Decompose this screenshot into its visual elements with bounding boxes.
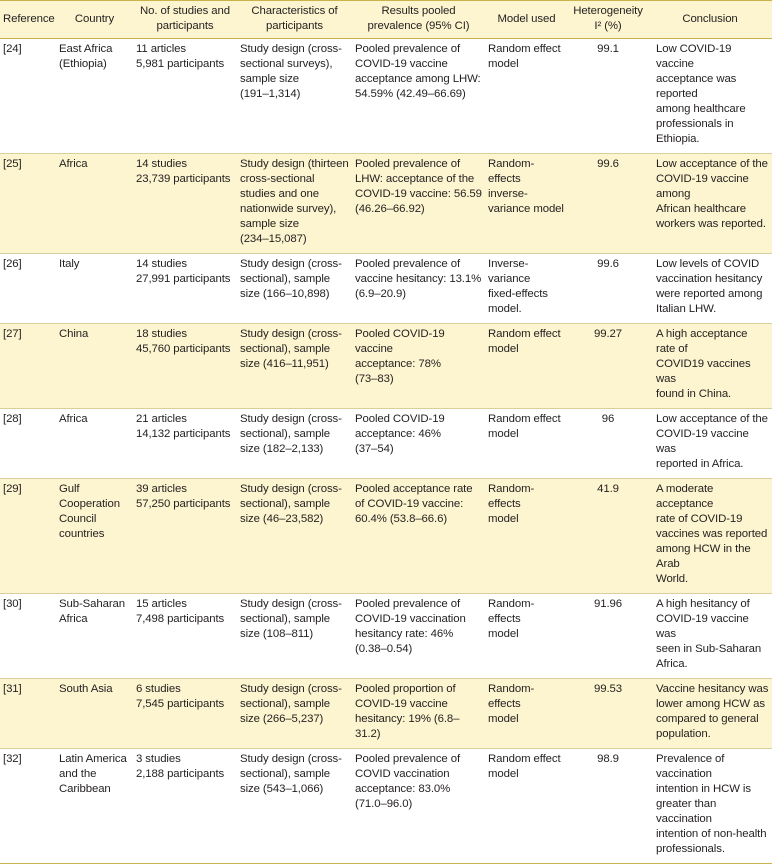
- cell-conclusion: Low COVID-19 vaccine acceptance was reported among healthcare professionals in Ethiopia.: [656, 43, 746, 145]
- header-heterogeneity: Heterogeneity I² (%): [573, 5, 643, 32]
- cell-conclusion: Prevalence of vaccination intention in HCW is greater than vaccination intention of non-health professionals.: [656, 753, 767, 855]
- table-row: [0, 154, 772, 254]
- header-results: Results pooled prevalence (95% CI): [367, 5, 470, 32]
- cell-reference: [31]: [3, 683, 22, 695]
- cell-reference: [29]: [3, 483, 22, 495]
- cell-results: Pooled COVID-19 vaccine acceptance: 78% (73–83): [355, 328, 445, 385]
- cell-reference: [28]: [3, 413, 22, 425]
- cell-heterogeneity: 99.1: [597, 43, 619, 55]
- cell-heterogeneity: 41.9: [597, 483, 619, 495]
- table-row: [0, 679, 772, 749]
- cell-country: South Asia: [59, 683, 113, 695]
- cell-characteristics: Study design (cross- sectional), sample size (166–10,898): [240, 258, 342, 300]
- cell-heterogeneity: 99.6: [597, 258, 619, 270]
- cell-conclusion: A high hesitancy of COVID-19 vaccine was seen in Sub-Saharan Africa.: [656, 598, 762, 670]
- cell-studies: 3 studies 2,188 participants: [136, 753, 225, 780]
- cell-characteristics: Study design (cross- sectional), sample size (416–11,951): [240, 328, 342, 370]
- header-row: [0, 1, 772, 39]
- cell-heterogeneity: 91.96: [593, 598, 622, 610]
- cell-studies: 15 articles 7,498 participants: [136, 598, 225, 625]
- cell-conclusion: A high acceptance rate of COVID19 vaccines was found in China.: [656, 328, 751, 400]
- cell-characteristics: Study design (cross- sectional surveys), sample size (191–1,314): [240, 43, 342, 100]
- cell-heterogeneity: 96: [601, 413, 615, 425]
- cell-model: Inverse-variance fixed-effects model.: [488, 258, 548, 315]
- header-reference: Reference: [3, 12, 55, 25]
- cell-model: Random-effects model: [488, 598, 535, 640]
- cell-country: Africa: [59, 158, 88, 170]
- cell-results: Pooled prevalence of COVID-19 vaccination hesitancy rate: 46% (0.38–0.54): [355, 598, 466, 655]
- cell-model: Random effect model: [488, 753, 561, 780]
- cell-conclusion: Vaccine hesitancy was lower among HCW as compared to general population.: [656, 683, 769, 740]
- table-row: [0, 254, 772, 324]
- cell-model: Random effect model: [488, 413, 561, 440]
- cell-studies: 11 articles 5,981 participants: [136, 43, 225, 70]
- header-characteristics: Characteristics of participants: [251, 5, 338, 32]
- cell-country: Latin America and the Caribbean: [59, 753, 127, 795]
- cell-model: Random-effects model: [488, 483, 535, 525]
- cell-country: Gulf Cooperation Council countries: [59, 483, 120, 540]
- cell-reference: [32]: [3, 753, 22, 765]
- cell-characteristics: Study design (cross- sectional), sample size (182–2,133): [240, 413, 342, 455]
- cell-studies: 39 articles 57,250 participants: [136, 483, 231, 510]
- cell-conclusion: Low acceptance of the COVID-19 vaccine was reported in Africa.: [656, 413, 768, 470]
- cell-model: Random-effects inverse- variance model: [488, 158, 564, 215]
- cell-results: Pooled prevalence of vaccine hesitancy: 13.1% (6.9–20.9): [355, 258, 482, 300]
- table-row: [0, 594, 772, 679]
- cell-results: Pooled prevalence of COVID-19 vaccine acceptance among LHW: 54.59% (42.49–66.69): [355, 43, 481, 100]
- cell-characteristics: Study design (cross- sectional), sample size (543–1,066): [240, 753, 342, 795]
- cell-country: Sub-Saharan Africa: [59, 598, 126, 625]
- cell-reference: [24]: [3, 43, 22, 55]
- cell-characteristics: Study design (cross- sectional), sample size (46–23,582): [240, 483, 342, 525]
- cell-model: Random effect model: [488, 43, 561, 70]
- cell-heterogeneity: 99.53: [593, 683, 622, 695]
- cell-reference: [25]: [3, 158, 22, 170]
- cell-country: Italy: [59, 258, 80, 270]
- cell-studies: 14 studies 23,739 participants: [136, 158, 231, 185]
- cell-studies: 14 studies 27,991 participants: [136, 258, 231, 285]
- cell-characteristics: Study design (cross- sectional), sample size (108–811): [240, 598, 342, 640]
- table-row: [0, 39, 772, 154]
- table-row: [0, 749, 772, 864]
- cell-model: Random effect model: [488, 328, 561, 355]
- cell-country: East Africa (Ethiopia): [59, 43, 113, 70]
- cell-conclusion: A moderate acceptance rate of COVID-19 vaccines was reported among HCW in the Arab World.: [656, 483, 768, 585]
- cell-reference: [26]: [3, 258, 22, 270]
- cell-reference: [27]: [3, 328, 22, 340]
- cell-country: Africa: [59, 413, 88, 425]
- cell-reference: [30]: [3, 598, 22, 610]
- header-model: Model used: [497, 12, 556, 25]
- cell-results: Pooled prevalence of LHW: acceptance of the COVID-19 vaccine: 56.59 (46.26–66.92): [355, 158, 482, 215]
- cell-conclusion: Low acceptance of the COVID-19 vaccine among African healthcare workers was reported.: [656, 158, 768, 230]
- cell-country: China: [59, 328, 89, 340]
- table-row: [0, 324, 772, 409]
- cell-results: Pooled COVID-19 acceptance: 46% (37–54): [355, 413, 445, 455]
- cell-characteristics: Study design (cross- sectional), sample size (266–5,237): [240, 683, 342, 725]
- header-country: Country: [74, 12, 115, 25]
- cell-results: Pooled acceptance rate of COVID-19 vaccine: 60.4% (53.8–66.6): [355, 483, 473, 525]
- header-studies: No. of studies and participants: [139, 5, 230, 32]
- cell-conclusion: Low levels of COVID vaccination hesitancy were reported among Italian LHW.: [656, 258, 763, 315]
- cell-heterogeneity: 99.6: [597, 158, 619, 170]
- cell-characteristics: Study design (thirteen cross-sectional studies and one nationwide survey), sample size (234–15,087): [240, 158, 349, 245]
- table-row: [0, 409, 772, 479]
- cell-heterogeneity: 98.9: [597, 753, 619, 765]
- cell-studies: 18 studies 45,760 participants: [136, 328, 231, 355]
- cell-heterogeneity: 99.27: [593, 328, 622, 340]
- table-row: [0, 479, 772, 594]
- header-conclusion: Conclusion: [682, 12, 738, 25]
- cell-results: Pooled prevalence of COVID vaccination acceptance: 83.0% (71.0–96.0): [355, 753, 461, 810]
- cell-studies: 6 studies 7,545 participants: [136, 683, 225, 710]
- cell-model: Random-effects model: [488, 683, 535, 725]
- cell-studies: 21 articles 14,132 participants: [136, 413, 231, 440]
- cell-results: Pooled proportion of COVID-19 vaccine hesitancy: 19% (6.8– 31.2): [355, 683, 460, 740]
